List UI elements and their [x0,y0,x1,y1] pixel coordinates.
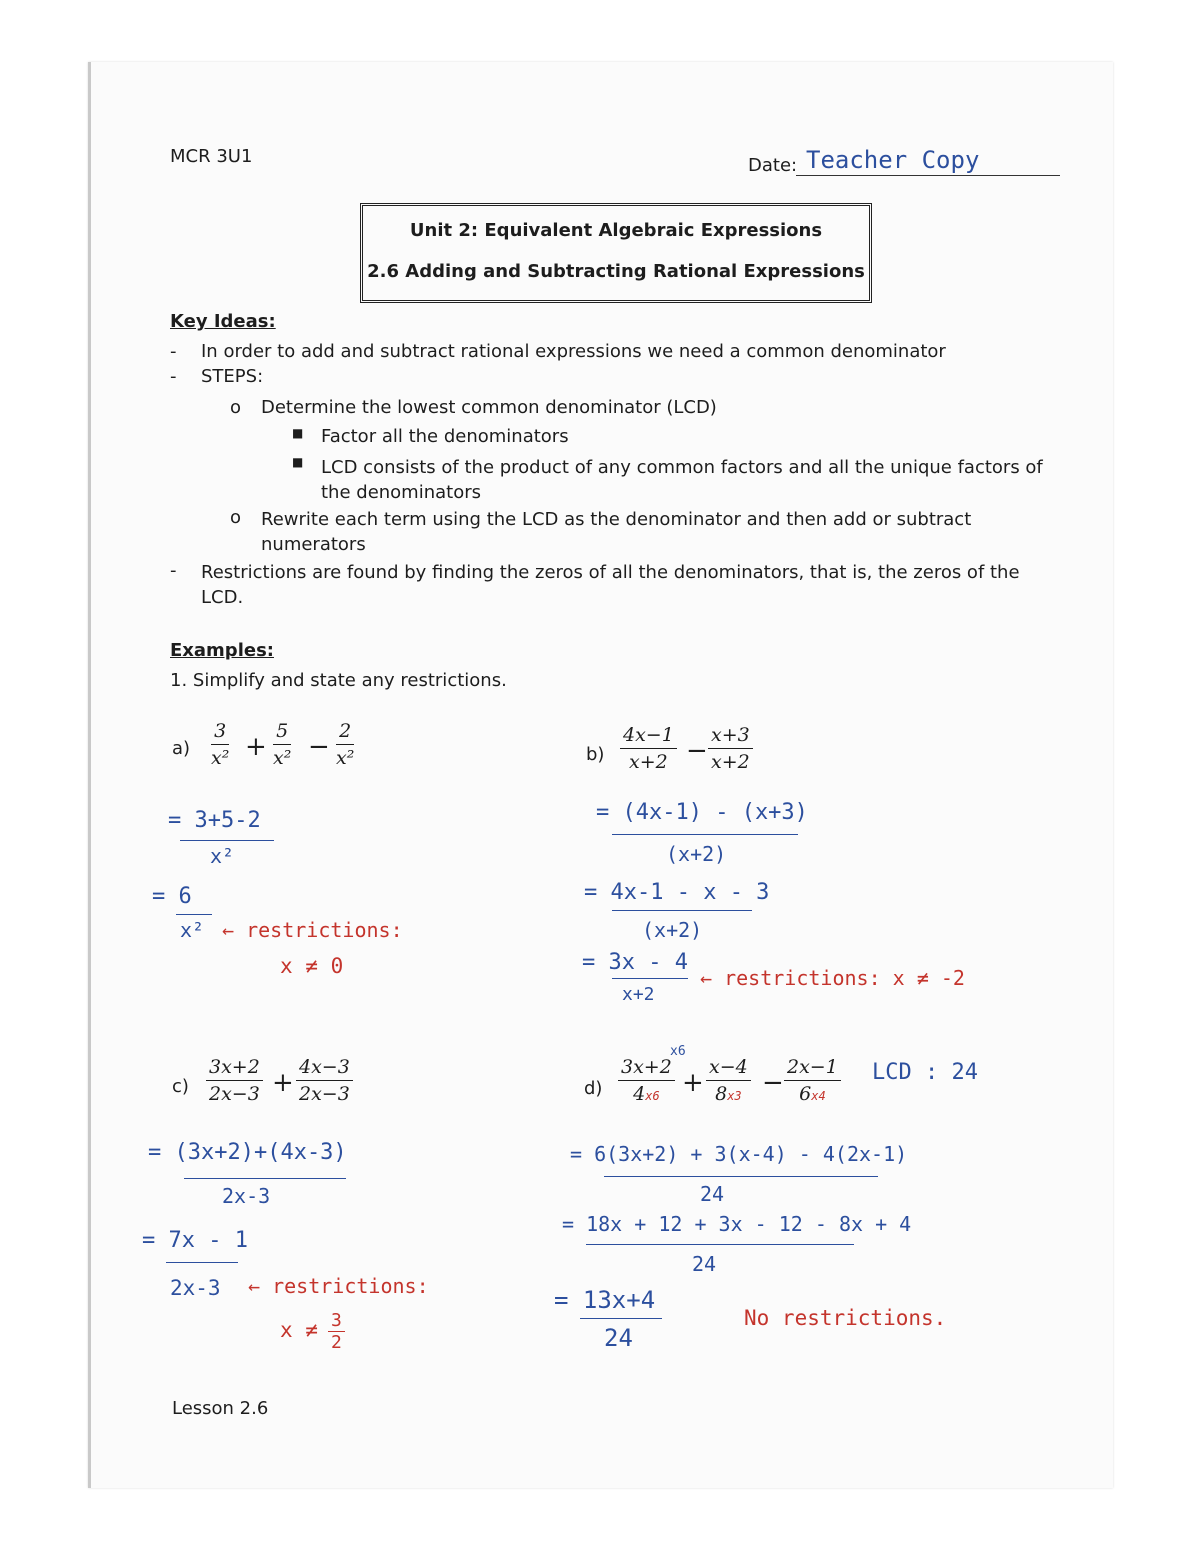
footer-lesson-label: Lesson 2.6 [172,1398,269,1419]
d-term-2: $\frac{x-4}{8x3}$ [706,1056,751,1105]
step-2: Rewrite each term using the LCD as the denominator and then add or subtract numerators [261,509,972,555]
a-work-2-bar [176,914,212,915]
title-box [360,203,872,303]
c-work-2-den: 2x-3 [170,1276,221,1300]
step-1: Determine the lowest common denominator (LCD) [261,397,717,418]
a-op-1: + [245,732,267,762]
bullet-square: ■ [292,426,304,440]
c-op-1: + [272,1068,294,1098]
bullet-circle: o [230,507,242,528]
c-restriction-fraction: 3 2 [328,1310,345,1353]
c-term-2: $\frac{4x-3}{2x-3}$ [296,1056,353,1105]
bullet-circle: o [230,397,242,418]
d-restriction: No restrictions. [744,1306,947,1330]
b-term-2: $\frac{x+3}{x+2}$ [708,724,753,773]
bullet-dash: - [170,366,177,387]
a-work-2-num: = 6 [152,884,192,909]
c-restriction-x: x ≠ [280,1318,318,1342]
substep-1: Factor all the denominators [321,426,569,447]
restrictions-note: Restrictions are found by finding the zeros of all the denominators, that is, the zeros of the LCD. [201,562,1020,608]
unit-title: Unit 2: Equivalent Algebraic Expressions [409,220,823,241]
a-work-1-num: = 3+5-2 [168,808,261,833]
substep-2: LCD consists of the product of any common factors and all the unique factors of the denominators [321,457,1043,503]
c-work-2-bar [166,1262,238,1263]
d-work-3-bar [580,1318,662,1319]
c-work-2-num: = 7x - 1 [142,1228,248,1253]
c-work-1-bar [184,1178,346,1179]
b-work-3-num: = 3x - 4 [582,950,688,975]
c-work-1-den: 2x-3 [222,1184,271,1208]
b-work-2-bar [612,910,752,911]
d-work-2-num: = 18x + 12 + 3x - 12 - 8x + 4 [562,1212,912,1236]
d-lcd-note: LCD : 24 [872,1060,978,1085]
a-work-1-bar [180,840,274,841]
b-work-3-bar [612,978,688,979]
bullet-square: ■ [292,455,304,469]
date-label: Date: [748,155,798,176]
c-work-1-num: = (3x+2)+(4x-3) [148,1140,347,1165]
d-work-3-den: 24 [604,1324,633,1352]
example-d-label: d) [584,1078,603,1099]
b-work-2-den: (x+2) [642,918,703,942]
bullet-dash: - [170,560,177,581]
example-c-label: c) [172,1076,189,1097]
d-op-2: − [762,1068,784,1098]
lesson-title: 2.6 Adding and Subtracting Rational Expressions [367,261,865,282]
a-op-2: − [308,732,330,762]
d-term-1-num-mult: x6 [670,1044,686,1059]
examples-instruction: 1. Simplify and state any restrictions. [170,670,507,691]
example-a-label: a) [172,738,191,759]
b-work-3-den: x+2 [622,984,655,1005]
key-idea-1: In order to add and subtract rational expressions we need a common denominator [201,341,946,362]
d-op-1: + [682,1068,704,1098]
a-work-2-den: x² [180,918,205,942]
b-work-1-bar [612,834,798,835]
b-work-1-den: (x+2) [666,842,727,866]
key-ideas-heading: Key Ideas: [170,311,276,332]
a-restriction-value: x ≠ 0 [280,954,344,978]
course-code: MCR 3U1 [170,146,253,167]
b-work-1-num: = (4x-1) - (x+3) [596,800,808,825]
bullet-dash: - [170,341,177,362]
examples-heading: Examples: [170,640,274,661]
d-work-2-bar [586,1244,854,1245]
d-term-3: $\frac{2x-1}{6x4}$ [784,1056,841,1105]
a-restriction-label: ← restrictions: [222,918,403,942]
d-work-2-den: 24 [692,1252,717,1276]
d-work-1-bar [604,1176,878,1177]
c-restriction-label: ← restrictions: [248,1274,429,1298]
example-b-label: b) [586,744,605,765]
d-work-1-num: = 6(3x+2) + 3(x-4) - 4(2x-1) [570,1142,908,1166]
c-term-1: $\frac{3x+2}{2x-3}$ [206,1056,263,1105]
date-value: Teacher Copy [806,146,980,174]
key-idea-2: STEPS: [201,366,264,387]
a-work-1-den: x² [210,844,235,868]
date-underline [796,175,1060,176]
b-restriction: ← restrictions: x ≠ -2 [700,966,965,990]
b-term-1: $\frac{4x-1}{x+2}$ [620,724,677,773]
d-term-1: $\frac{3x+2}{4x6}$ [618,1056,675,1105]
d-work-3-num: = 13x+4 [554,1286,656,1314]
a-term-1: $\frac{3}{\text{x²}}$ [211,720,230,769]
a-term-2: $\frac{5}{\text{x²}}$ [273,720,292,769]
a-term-3: $\frac{2}{\text{x²}}$ [336,720,355,769]
d-work-1-den: 24 [700,1182,725,1206]
b-work-2-num: = 4x-1 - x - 3 [584,880,770,905]
b-op-1: − [686,736,708,766]
